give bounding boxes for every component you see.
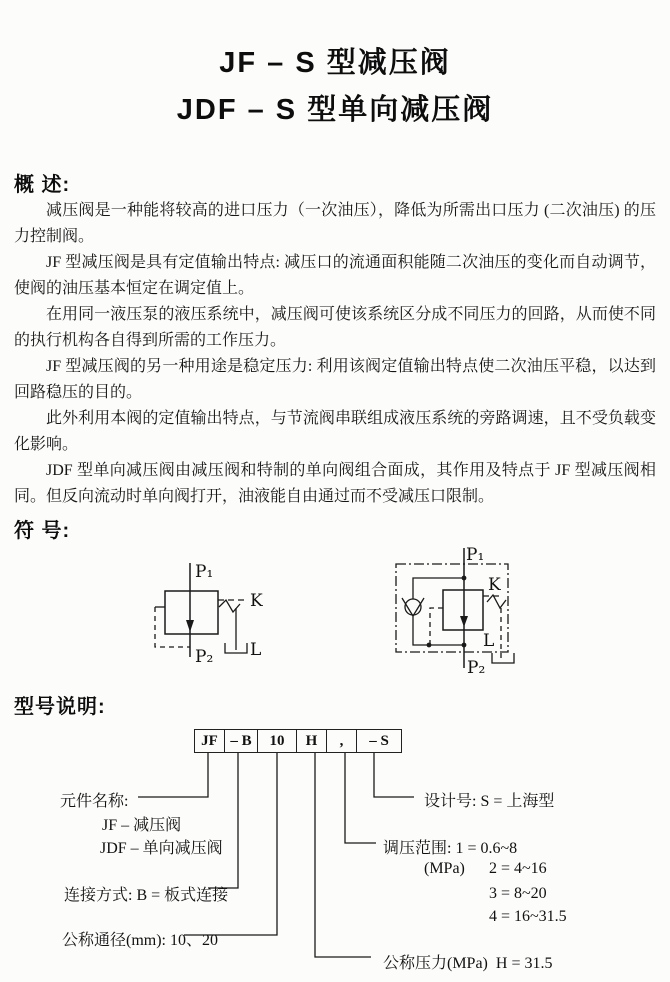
jdf-valve-symbol-diagram bbox=[388, 540, 523, 680]
label-pressure: 公称压力(MPa) H = 31.5 bbox=[383, 955, 553, 972]
junction-dot bbox=[462, 576, 467, 581]
overview-paragraphs bbox=[14, 198, 656, 510]
leader-pressure bbox=[315, 751, 371, 957]
code-cell-connection: – B bbox=[224, 730, 257, 752]
overview-paragraph: JDF 型单向减压阀由减压阀和特制的单向阀组合面成，其作用及特点于 JF 型减压阀相同。但反向流动时单向阀打开，油液能自由通过而不受减压口限制。 bbox=[14, 462, 656, 505]
port-label-l: L bbox=[483, 631, 495, 651]
overview-heading: 概 述: bbox=[14, 174, 71, 196]
jf-valve-symbol-diagram bbox=[143, 550, 278, 680]
label-range-3: 3 = 8~20 bbox=[489, 885, 547, 902]
code-cell-pressure: H bbox=[296, 730, 326, 752]
overview-paragraph: 此外利用本阀的定值输出特点，与节流阀串联组成液压系统的旁路调速，且不受负载变化影响。 bbox=[14, 410, 656, 453]
page-title bbox=[0, 40, 670, 134]
spring-icon bbox=[219, 600, 240, 612]
overview-paragraph: JF 型减压阀是具有定值输出特点: 减压口的流通面积能随二次油压的变化而自动调节，使阀的油压基本恒定在调定值上。 bbox=[14, 254, 656, 297]
port-label-k: K bbox=[250, 591, 263, 611]
label-range-2: 2 = 4~16 bbox=[489, 860, 547, 877]
symbols-heading: 符 号: bbox=[14, 520, 71, 542]
port-label-p2: P₂ bbox=[467, 658, 486, 678]
leader-connection bbox=[208, 751, 238, 888]
title-line-1: JF – S 型减压阀 bbox=[219, 47, 451, 79]
check-valve-branch bbox=[413, 578, 464, 645]
tank-icon bbox=[492, 653, 514, 663]
code-cell-design: – S bbox=[356, 730, 401, 752]
overview-paragraph: JF 型减压阀的另一种用途是稳定压力: 利用该阀定值输出特点使二次油压平稳，以达到回路稳压的目的。 bbox=[14, 358, 656, 401]
label-component-name: 元件名称: bbox=[60, 793, 129, 810]
junction-dot bbox=[427, 643, 432, 648]
label-range-4: 4 = 16~31.5 bbox=[489, 908, 567, 925]
flow-arrow-icon bbox=[186, 620, 194, 632]
code-cell-diameter: 10 bbox=[257, 730, 296, 752]
leader-component bbox=[138, 751, 208, 797]
model-code-box bbox=[194, 729, 402, 753]
port-label-l: L bbox=[250, 640, 262, 660]
overview-paragraph: 在用同一液压泵的液压系统中，减压阀可使该系统区分成不同压力的回路，从而使不同的执行机构各自得到所需的工作压力。 bbox=[14, 306, 656, 349]
port-label-p2: P₂ bbox=[195, 647, 214, 667]
leader-range bbox=[345, 751, 376, 843]
label-range-unit: (MPa) bbox=[424, 860, 465, 877]
model-heading: 型号说明: bbox=[14, 696, 106, 718]
flow-arrow-icon bbox=[460, 616, 468, 627]
label-component-jf: JF – 减压阀 bbox=[102, 817, 182, 834]
label-component-jdf: JDF – 单向减压阀 bbox=[100, 840, 223, 857]
label-design: 设计号: S = 上海型 bbox=[424, 793, 555, 810]
label-connection: 连接方式: B = 板式连接 bbox=[64, 887, 229, 904]
spring-icon bbox=[487, 595, 506, 608]
port-label-k: K bbox=[488, 575, 501, 595]
valve-body-box bbox=[165, 591, 218, 634]
junction-dot bbox=[462, 643, 467, 648]
port-label-p1: P₁ bbox=[466, 545, 485, 565]
label-range: 调压范围: 1 = 0.6~8 bbox=[383, 840, 518, 857]
leader-design bbox=[374, 751, 414, 797]
pilot-line bbox=[155, 607, 190, 647]
title-line-2: JDF – S 型单向减压阀 bbox=[176, 94, 494, 126]
overview-paragraph: 减压阀是一种能将较高的进口压力（一次油压），降低为所需出口压力 (二次油压) 的压力控制阀。 bbox=[14, 202, 656, 245]
model-code-explanation bbox=[0, 725, 670, 982]
code-cell-range: , bbox=[326, 730, 356, 752]
code-cell-series: JF bbox=[201, 733, 218, 749]
label-diameter: 公称通径(mm): 10、20 bbox=[62, 932, 218, 949]
pilot-line bbox=[430, 608, 443, 645]
port-label-p1: P₁ bbox=[195, 562, 214, 582]
